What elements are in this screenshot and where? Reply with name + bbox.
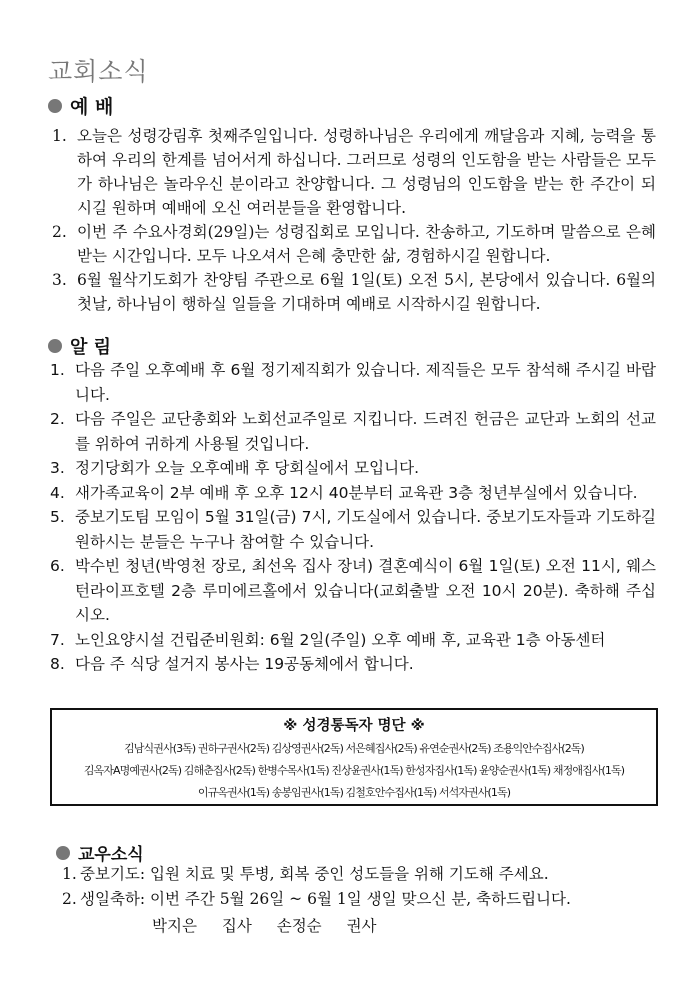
- item-number: 3.: [52, 271, 67, 289]
- birthday-names: 박지은 집사 손정순 권사: [152, 917, 377, 935]
- bullet-icon: [56, 846, 70, 860]
- item-text: 이번 주 수요사경회(29일)는 성령집회로 모입니다. 찬송하고, 기도하며 말씀으로 은혜받는 시간입니다. 모두 나오셔서 은혜 충만한 삶, 경험하시길 원합니다.: [77, 223, 656, 265]
- item-text: 중보기도: 입원 치료 및 투병, 회복 중인 성도들을 위해 기도해 주세요.: [80, 865, 549, 883]
- list-item: [52, 220, 656, 268]
- item-text: 다음 주일 오후예배 후 6월 정기제직회가 있습니다. 제직들은 모두 참석해 주시길 바랍니다.: [75, 361, 656, 404]
- bullet-icon: [48, 339, 62, 353]
- list-item: [50, 554, 656, 628]
- list-item: [50, 628, 656, 653]
- item-text: 생일축하: 이번 주간 5월 26일 ~ 6월 1일 생일 맞으신 분, 축하드립니다.: [80, 890, 571, 908]
- item-number: 8.: [50, 655, 65, 673]
- list-item: [50, 652, 656, 677]
- item-number: 1.: [52, 127, 67, 145]
- bible-readers-box: [50, 708, 658, 806]
- item-text: 노인요양시설 건립준비원회: 6월 2일(주일) 오후 예배 후, 교육관 1층 아동센터: [75, 630, 606, 649]
- worship-list: [52, 124, 656, 316]
- item-text: 6월 월삭기도회가 찬양팀 주관으로 6월 1일(토) 오전 5시, 본당에서 있습니다. 6월의 첫날, 하나님이 행하실 일들을 기대하며 예배로 시작하시길 원합니다.: [77, 271, 656, 313]
- notice-heading-label: 알 림: [70, 337, 112, 358]
- list-item: [50, 481, 656, 506]
- item-number: 2.: [52, 223, 67, 241]
- members-list: [62, 862, 662, 912]
- item-number: 4.: [50, 483, 65, 502]
- item-text: 다음 주 식당 설거지 봉사는 19공동체에서 합니다.: [75, 655, 414, 673]
- item-text: 새가족교육이 2부 예배 후 오후 12시 40분부터 교육관 3층 청년부실에서 있습니다.: [75, 483, 638, 502]
- item-number: 3.: [50, 459, 65, 477]
- item-text: 박수빈 청년(박영천 장로, 최선옥 집사 장녀) 결혼예식이 6월 1일(토) 오전 11시, 웨스턴라이프호텔 2층 루미에르홀에서 있습니다(교회출발 오전 10시 20분). 축하해 주십시오.: [75, 557, 656, 624]
- page-title: 교회소식: [48, 57, 149, 86]
- item-text: 중보기도팀 모임이 5월 31일(금) 7시, 기도실에서 있습니다. 중보기도자들과 기도하길 원하시는 분들은 누구나 참여할 수 있습니다.: [75, 508, 656, 551]
- bullet-icon: [48, 99, 62, 113]
- list-item: [62, 887, 662, 912]
- list-item: [50, 505, 656, 554]
- item-text: 정기당회가 오늘 오후예배 후 당회실에서 모입니다.: [75, 459, 419, 477]
- worship-heading: [48, 92, 113, 119]
- notice-heading: [48, 333, 111, 359]
- item-number: 2.: [50, 410, 65, 428]
- item-number: 2.: [62, 890, 77, 908]
- item-number: 1.: [50, 361, 65, 379]
- list-item: [50, 407, 656, 456]
- item-text: 다음 주일은 교단총회와 노회선교주일로 지킵니다. 드려진 헌금은 교단과 노회의 선교를 위하여 귀하게 사용될 것입니다.: [75, 410, 656, 453]
- bible-readers-line: 김옥자A명예권사(2독) 김해춘집사(2독) 한병수목사(1독) 진상윤권사(1독) 한성자집사(1독) 윤양순권사(1독) 채정애집사(1독): [83, 764, 625, 777]
- bible-readers-line: 이규옥권사(1독) 송봉임권사(1독) 김철호안수집사(1독) 서석자권사(1독): [197, 786, 511, 799]
- item-text: 오늘은 성령강림후 첫째주일입니다. 성령하나님은 우리에게 깨달음과 지혜, 능력을 통하여 우리의 한계를 넘어서게 하십니다. 그러므로 성령의 인도함을 받는 사람들은 모두가 하나님은 놀라우신 분이라고 찬양합니다. 그 성령님의 인도함을 받는 한 주간이 되시길 원하며 예배에 오신 여러분들을 환영합니다.: [77, 127, 656, 217]
- members-heading-label: 교우소식: [78, 845, 144, 865]
- bible-readers-title: ※ 성경통독자 명단 ※: [283, 718, 425, 734]
- list-item: [52, 268, 656, 316]
- bible-readers-line: 김남식권사(3독) 권하구권사(2독) 김상영권사(2독) 서은혜집사(2독) 유연순권사(2독) 조용익안수집사(2독): [124, 742, 584, 755]
- list-item: [50, 456, 656, 481]
- item-number: 7.: [50, 630, 65, 649]
- item-number: 1.: [62, 865, 77, 883]
- list-item: [52, 124, 656, 220]
- notice-list: [50, 358, 656, 677]
- worship-heading-label: 예 배: [70, 96, 114, 118]
- item-number: 6.: [50, 557, 65, 575]
- item-number: 5.: [50, 508, 65, 526]
- list-item: [62, 862, 662, 887]
- list-item: [50, 358, 656, 407]
